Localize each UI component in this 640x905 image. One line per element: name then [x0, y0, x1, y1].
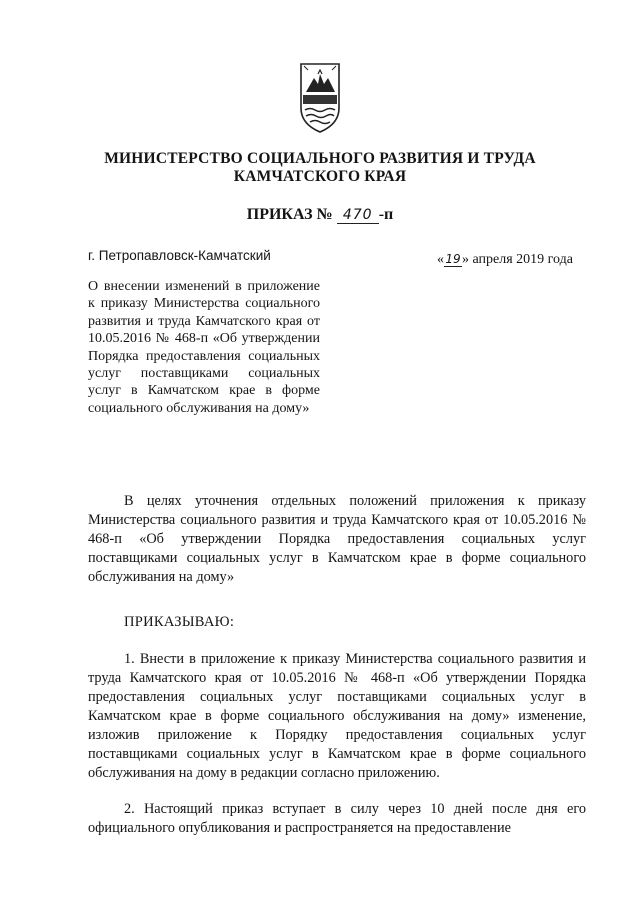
date-month-year: апреля 2019 года [472, 252, 573, 267]
order-suffix: -п [378, 206, 394, 223]
date-close-quote: » [462, 252, 469, 267]
kamchatka-coat-of-arms-icon [298, 62, 342, 134]
ministry-name-line2: КАМЧАТСКОГО КРАЯ [233, 168, 407, 185]
date-day: 19 [445, 252, 461, 266]
ministry-name [0, 150, 640, 186]
city-name: г. Петропавловск-Камчатский [88, 248, 271, 263]
date-open-quote: « [437, 252, 444, 267]
order-title [0, 206, 640, 224]
order-number: 470 [337, 207, 379, 224]
order-date [437, 252, 573, 268]
item-2-paragraph: 2. Настоящий приказ вступает в силу через 10 дней после дня его официального опубликования и распространяется на предоставление [88, 801, 586, 836]
decree-heading: ПРИКАЗЫВАЮ: [124, 614, 235, 630]
preamble-paragraph: В целях уточнения отдельных положений приложения к приказу Министерства социального развития и труда Камчатского края от 10.05.2016 № 468-п «Об утверждении Порядка предоставления социальных услуг поставщиками социальных услуг в Камчатском крае в форме социального обслуживания на дому» [88, 493, 586, 585]
order-subject: О внесении изменений в приложение к приказу Министерства социального развития и труда Камчатского края от 10.05.2016 № 468-п «Об утверждении Порядка предоставления социальных услуг поставщиками социальных услуг в Камчатском крае в форме социального обслуживания на дому» [88, 279, 320, 416]
ministry-name-line1: МИНИСТЕРСТВО СОЦИАЛЬНОГО РАЗВИТИЯ И ТРУДА [104, 150, 536, 167]
item-1-paragraph: 1. Внести в приложение к приказу Министерства социального развития и труда Камчатского края от 10.05.2016 № 468-п «Об утверждении Порядка предоставления социальных услуг поставщиками социальных услуг в Камчатском крае в форме социального обслуживания на дому» изменение, изложив приложение к Порядку предоставления социальных услуг поставщиками социальных услуг в Камчатском крае в форме социального обслуживания на дому в редакции согласно приложению. [88, 651, 586, 781]
order-label: ПРИКАЗ № [246, 206, 333, 223]
